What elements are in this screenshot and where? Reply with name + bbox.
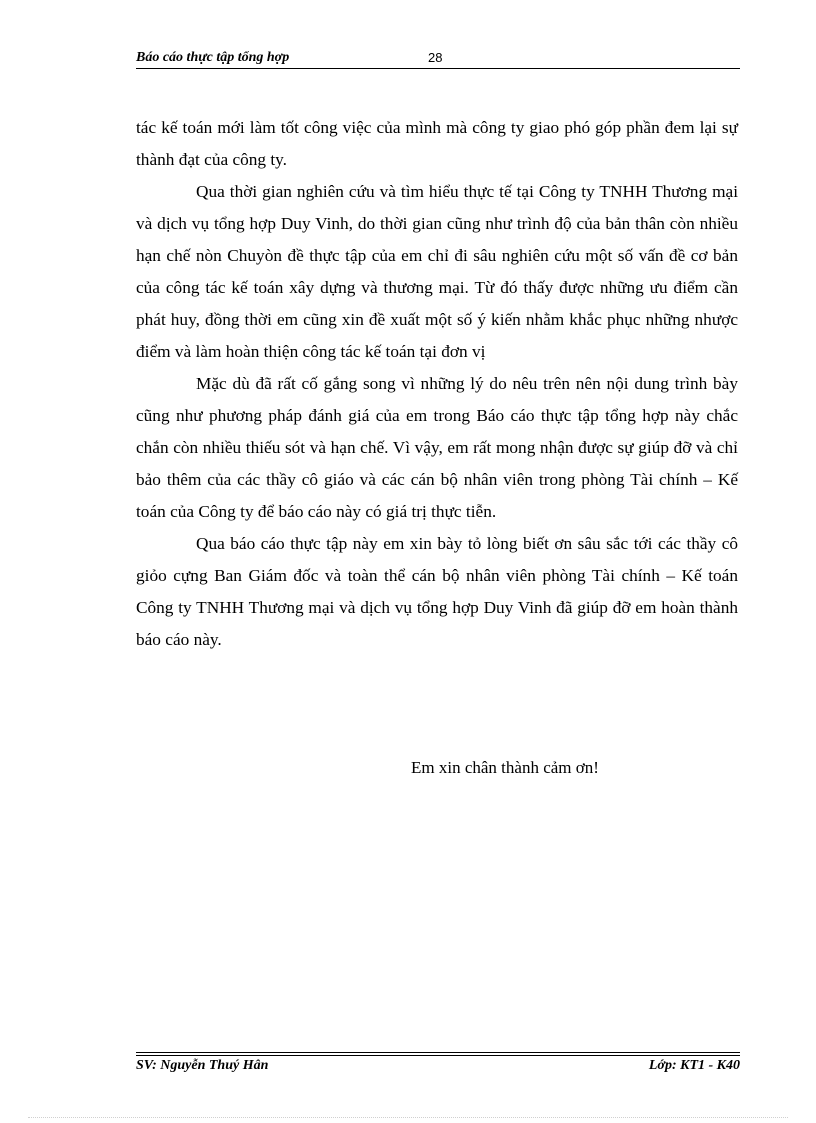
footer-divider-bottom [136,1055,740,1056]
report-title: Báo cáo thực tập tổng hợp [136,50,290,65]
paragraph-continuation: tác kế toán mới làm tốt công việc của mình mà công ty giao phó góp phần đem lại sự thành đạt của công ty. [136,118,738,169]
page-number: 28 [428,50,443,65]
class-label: Lớp: KT1 - K40 [648,1058,740,1073]
page-header [136,50,740,70]
student-name: SV: Nguyễn Thuý Hân [136,1058,269,1073]
paragraph-gratitude: Qua báo cáo thực tập này em xin bày tỏ lòng biết ơn sâu sắc tới các thầy cô giỏo cựng Ban Giám đốc và toàn thể cán bộ nhân viên phòng Tài chính – Kế toán Công ty TNHH Thương mại và dịch vụ tổng hợp Duy Vinh đã giúp đỡ em hoàn thành báo cáo này. [136,534,738,649]
paragraph-research-scope: Qua thời gian nghiên cứu và tìm hiểu thực tế tại Công ty TNHH Thương mại và dịch vụ tổng hợp Duy Vinh, do thời gian cũng như trình độ của bản thân còn nhiều hạn chế nòn Chuyòn đề thực tập của em chỉ đi sâu nghiên cứu một số vấn đề cơ bản của công tác kế toán xây dựng và thương mại. Từ đó thấy được những ưu điểm cần phát huy, đồng thời em cũng xin đề xuất một số ý kiến nhằm khắc phục những nhược điểm và làm hoàn thiện công tác kế toán tại đơn vị [136,182,738,361]
paragraph-limitations: Mặc dù đã rất cố gắng song vì những lý do nêu trên nên nội dung trình bày cũng như phương pháp đánh giá của em trong Báo cáo thực tập tổng hợp này chắc chắn còn nhiều thiếu sót và hạn chế. Vì vậy, em rất mong nhận được sự giúp đỡ và chỉ bảo thêm của các thầy cô giáo và các cán bộ nhân viên trong phòng Tài chính – Kế toán của Công ty để báo cáo này có giá trị thực tiễn. [136,374,738,521]
document-body [136,112,738,656]
header-divider [136,68,740,69]
footer-divider-top [136,1052,740,1053]
page-edge-divider [28,1117,788,1118]
closing-thanks: Em xin chân thành cảm ơn! [411,758,599,777]
